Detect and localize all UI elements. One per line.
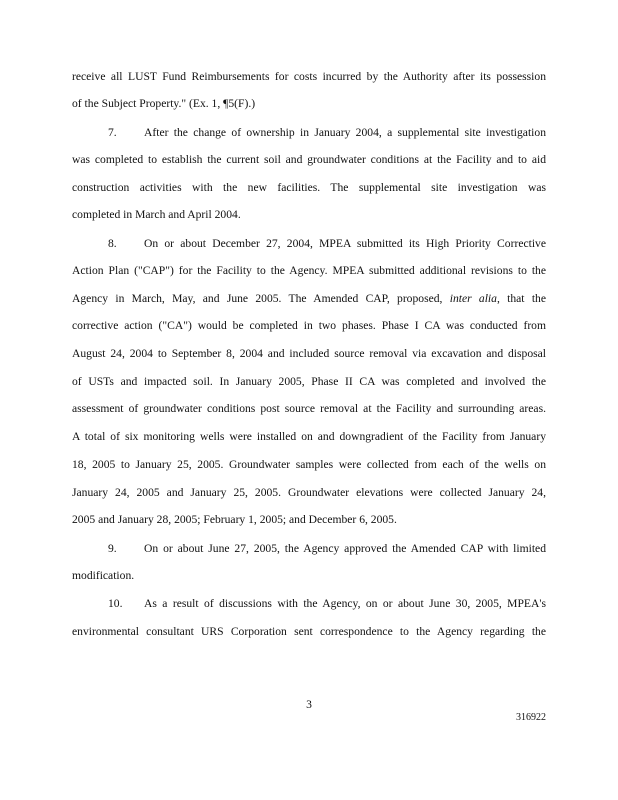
body-line: A total of six monitoring wells were installed on and downgradient of the Facility from January bbox=[72, 430, 546, 443]
body-line: August 24, 2004 to September 8, 2004 and included source removal via excavation and disposal bbox=[72, 347, 546, 360]
paragraph-number: 7. bbox=[108, 126, 117, 139]
body-line: completed in March and April 2004. bbox=[72, 208, 241, 221]
body-line: was completed to establish the current soil and groundwater conditions at the Facility and to aid bbox=[72, 153, 546, 166]
body-line: of the Subject Property." (Ex. 1, ¶5(F).) bbox=[72, 97, 256, 110]
body-line: Action Plan ("CAP") for the Facility to the Agency. MPEA submitted additional revisions to the bbox=[72, 264, 546, 277]
body-line: construction activities with the new facilities. The supplemental site investigation was bbox=[72, 181, 546, 194]
body-line: corrective action ("CA") would be completed in two phases. Phase I CA was conducted from bbox=[72, 319, 546, 332]
body-line-with-italic bbox=[72, 292, 546, 306]
body-line: 2005 and January 28, 2005; February 1, 2005; and December 6, 2005. bbox=[72, 513, 397, 526]
body-text: On or about June 27, 2005, the Agency approved the Amended CAP with limited bbox=[144, 542, 546, 555]
body-line: receive all LUST Fund Reimbursements for costs incurred by the Authority after its possession bbox=[72, 70, 546, 83]
body-line: assessment of groundwater conditions post source removal at the Facility and surrounding areas. bbox=[72, 402, 546, 415]
paragraph-10-first-line bbox=[72, 597, 546, 611]
body-line: environmental consultant URS Corporation sent correspondence to the Agency regarding the bbox=[72, 625, 546, 638]
paragraph-number: 9. bbox=[108, 542, 117, 555]
body-line: 18, 2005 to January 25, 2005. Groundwater samples were collected from each of the wells on bbox=[72, 458, 546, 471]
body-text: Agency in March, May, and June 2005. The Amended CAP, proposed, bbox=[72, 292, 443, 305]
body-text: On or about December 27, 2004, MPEA submitted its High Priority Corrective bbox=[144, 237, 546, 250]
italic-term: inter alia bbox=[449, 292, 497, 305]
body-text: , that the bbox=[496, 292, 546, 305]
paragraph-7-first-line bbox=[72, 126, 546, 140]
paragraph-number: 10. bbox=[108, 597, 123, 610]
paragraph-8-first-line bbox=[72, 237, 546, 251]
paragraph-number: 8. bbox=[108, 237, 117, 250]
body-text: As a result of discussions with the Agency, on or about June 30, 2005, MPEA's bbox=[144, 597, 546, 610]
body-text: After the change of ownership in January 2004, a supplemental site investigation bbox=[144, 126, 546, 139]
paragraph-9-first-line bbox=[72, 542, 546, 556]
document-id: 316922 bbox=[516, 712, 546, 723]
page-number: 3 bbox=[306, 698, 312, 711]
body-line: modification. bbox=[72, 569, 135, 582]
body-line: of USTs and impacted soil. In January 2005, Phase II CA was completed and involved the bbox=[72, 375, 546, 388]
body-line: January 24, 2005 and January 25, 2005. Groundwater elevations were collected January 24, bbox=[72, 486, 546, 499]
